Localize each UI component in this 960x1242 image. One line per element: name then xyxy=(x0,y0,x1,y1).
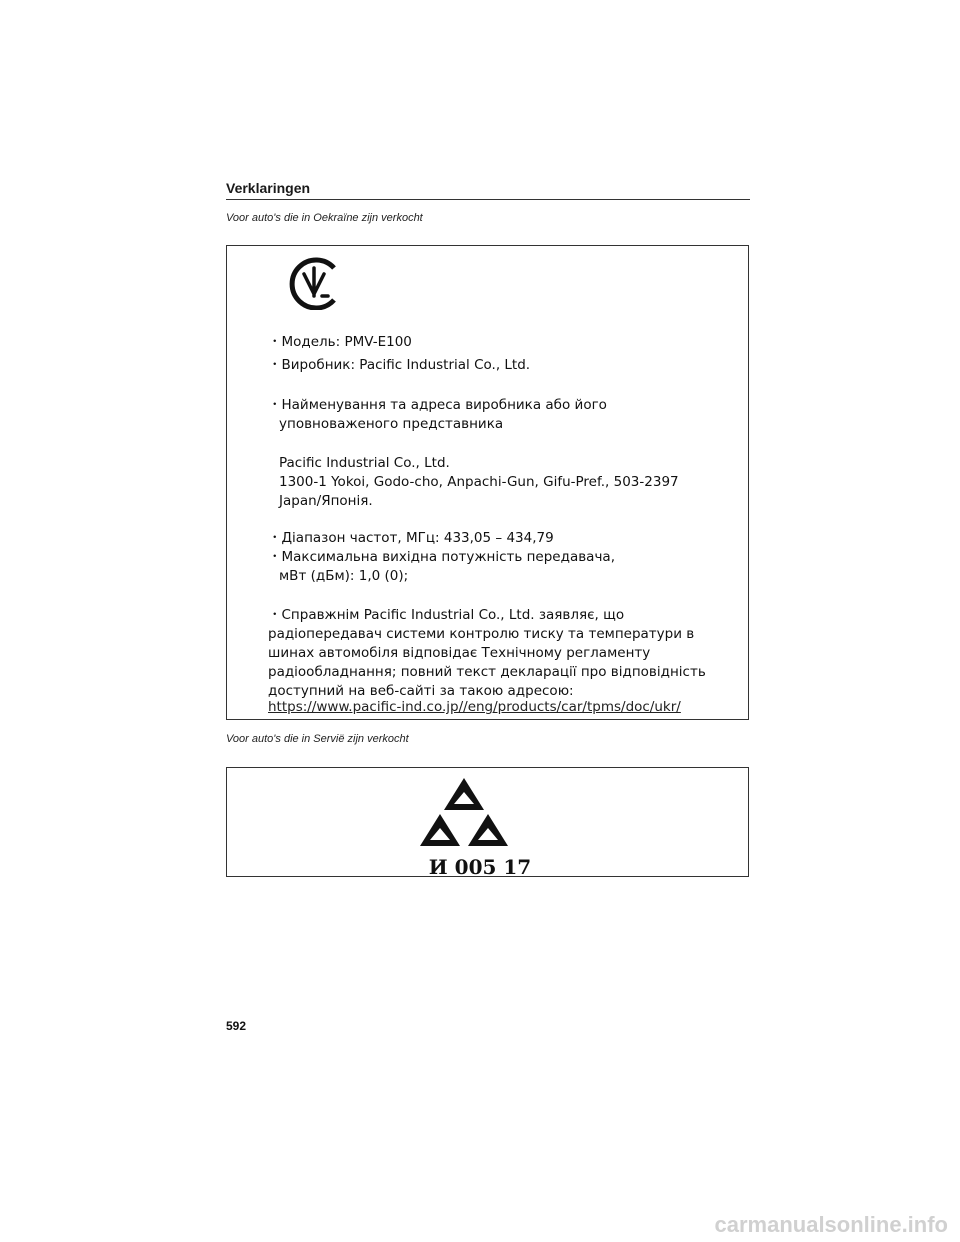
manufacturer-line: ・Виробник: Pacific Industrial Co., Ltd. xyxy=(268,357,531,373)
declaration-url-link[interactable]: https://www.pacific-ind.co.jp//eng/products/car/tpms/doc/ukr/ xyxy=(268,699,681,715)
address-line-1: 1300-1 Yokoi, Godo-cho, Anpachi-Gun, Gifu-Pref., 503-2397 xyxy=(279,474,679,490)
statement-line-1: ・Справжнім Pacific Industrial Co., Ltd. заявляє, що xyxy=(268,607,625,623)
representative-line-1: ・Найменування та адреса виробника або його xyxy=(268,397,607,413)
power-line-1: ・Максимальна вихідна потужність передавача, xyxy=(268,549,615,565)
statement-line-3: шинах автомобіля відповідає Технічному регламенту xyxy=(268,645,651,661)
statement-line-4: радіообладнання; повний текст декларації про відповідність xyxy=(268,664,706,680)
watermark: carmanualsonline.info xyxy=(714,1212,948,1237)
frequency-line: ・Діапазон частот, МГц: 433,05 – 434,79 xyxy=(268,530,554,546)
statement-line-5: доступний на веб-сайті за такою адресою: xyxy=(268,683,574,699)
statement-line-2: радіопередавач системи контролю тиску та температури в xyxy=(268,626,695,642)
address-line-2: Japan/Японія. xyxy=(279,493,373,509)
representative-line-2: уповноваженого представника xyxy=(279,416,504,432)
page-number: 592 xyxy=(226,1019,247,1033)
power-line-2: мВт (дБм): 1,0 (0); xyxy=(279,568,409,584)
serbia-caption: Voor auto's die in Servië zijn verkocht xyxy=(226,733,409,745)
ukraine-conformity-mark-icon xyxy=(284,256,346,310)
company-name: Pacific Industrial Co., Ltd. xyxy=(279,455,450,471)
section-title: Verklaringen xyxy=(226,180,311,196)
model-line: ・Модель: PMV-E100 xyxy=(268,334,412,350)
section-divider xyxy=(226,199,750,200)
ukraine-caption: Voor auto's die in Oekraïne zijn verkocht xyxy=(226,212,423,224)
serbia-certification-code: И 005 17 xyxy=(428,855,532,879)
serbia-conformity-triangles-icon xyxy=(418,776,510,848)
